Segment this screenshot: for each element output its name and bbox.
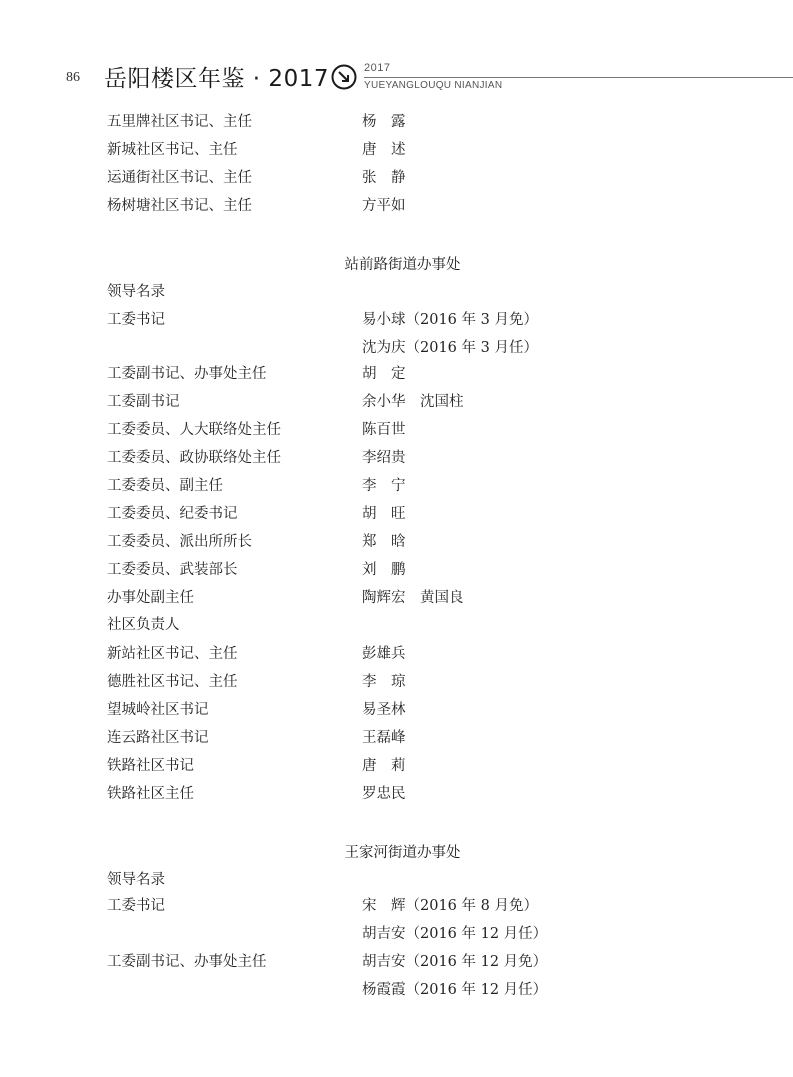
leader-role: 工委副书记、办事处主任 xyxy=(107,954,267,970)
leader-name: 陈百世 xyxy=(362,422,406,438)
top-row-role: 五里牌社区书记、主任 xyxy=(107,114,252,130)
leader-name: 郑 晗 xyxy=(362,534,406,550)
community-heading: 社区负责人 xyxy=(107,617,180,633)
community-role: 铁路社区书记 xyxy=(107,758,194,774)
page-number: 86 xyxy=(66,70,80,85)
leaders-heading: 领导名录 xyxy=(107,284,165,300)
header-pinyin: YUEYANGLOUQU NIANJIAN xyxy=(364,80,503,91)
community-name: 易圣林 xyxy=(362,702,406,718)
section-title: 站前路街道办事处 xyxy=(344,257,461,273)
leader-name: 沈为庆（2016 年 3 月任） xyxy=(362,340,538,356)
leader-name: 胡 旺 xyxy=(362,506,406,522)
leader-name: 胡吉安（2016 年 12 月任） xyxy=(362,926,548,942)
top-row-name: 方平如 xyxy=(362,198,406,214)
leader-role: 工委书记 xyxy=(107,312,165,328)
community-name: 罗忠民 xyxy=(362,786,406,802)
leader-role: 工委副书记 xyxy=(107,394,180,410)
leaders-heading: 领导名录 xyxy=(107,872,165,888)
community-name: 李 琼 xyxy=(362,674,406,690)
community-role: 新站社区书记、主任 xyxy=(107,646,238,662)
leader-name: 陶辉宏 黄国良 xyxy=(362,590,464,606)
community-name: 王磊峰 xyxy=(362,730,406,746)
top-row-role: 杨树塘社区书记、主任 xyxy=(107,198,252,214)
community-role: 望城岭社区书记 xyxy=(107,702,209,718)
top-row-name: 杨 露 xyxy=(362,114,406,130)
leader-name: 李绍贵 xyxy=(362,450,406,466)
leader-role: 工委委员、武装部长 xyxy=(107,562,238,578)
top-row-role: 新城社区书记、主任 xyxy=(107,142,238,158)
leader-role: 办事处副主任 xyxy=(107,590,194,606)
leader-name: 胡吉安（2016 年 12 月免） xyxy=(362,954,548,970)
leader-name: 余小华 沈国柱 xyxy=(362,394,464,410)
top-row-name: 唐 述 xyxy=(362,142,406,158)
book-title: 岳阳楼区年鉴 · 2017 xyxy=(104,66,329,92)
community-role: 德胜社区书记、主任 xyxy=(107,674,238,690)
leader-role: 工委委员、派出所所长 xyxy=(107,534,252,550)
leader-name: 李 宁 xyxy=(362,478,406,494)
community-role: 连云路社区书记 xyxy=(107,730,209,746)
top-row-name: 张 静 xyxy=(362,170,406,186)
leader-name: 宋 辉（2016 年 8 月免） xyxy=(362,898,538,914)
leader-role: 工委委员、纪委书记 xyxy=(107,506,238,522)
leader-name: 易小球（2016 年 3 月免） xyxy=(362,312,538,328)
community-name: 彭雄兵 xyxy=(362,646,406,662)
header-rule xyxy=(364,77,793,78)
leader-name: 杨霞霞（2016 年 12 月任） xyxy=(362,982,548,998)
leader-name: 刘 鹏 xyxy=(362,562,406,578)
leader-role: 工委委员、副主任 xyxy=(107,478,223,494)
leader-role: 工委委员、人大联络处主任 xyxy=(107,422,281,438)
leader-name: 胡 定 xyxy=(362,366,406,382)
community-name: 唐 莉 xyxy=(362,758,406,774)
section-title: 王家河街道办事处 xyxy=(344,845,461,861)
leader-role: 工委委员、政协联络处主任 xyxy=(107,450,281,466)
leader-role: 工委书记 xyxy=(107,898,165,914)
community-role: 铁路社区主任 xyxy=(107,786,194,802)
header-year: 2017 xyxy=(364,62,391,74)
top-row-role: 运通街社区书记、主任 xyxy=(107,170,252,186)
down-arrow-circle-icon xyxy=(331,64,357,90)
leader-role: 工委副书记、办事处主任 xyxy=(107,366,267,382)
